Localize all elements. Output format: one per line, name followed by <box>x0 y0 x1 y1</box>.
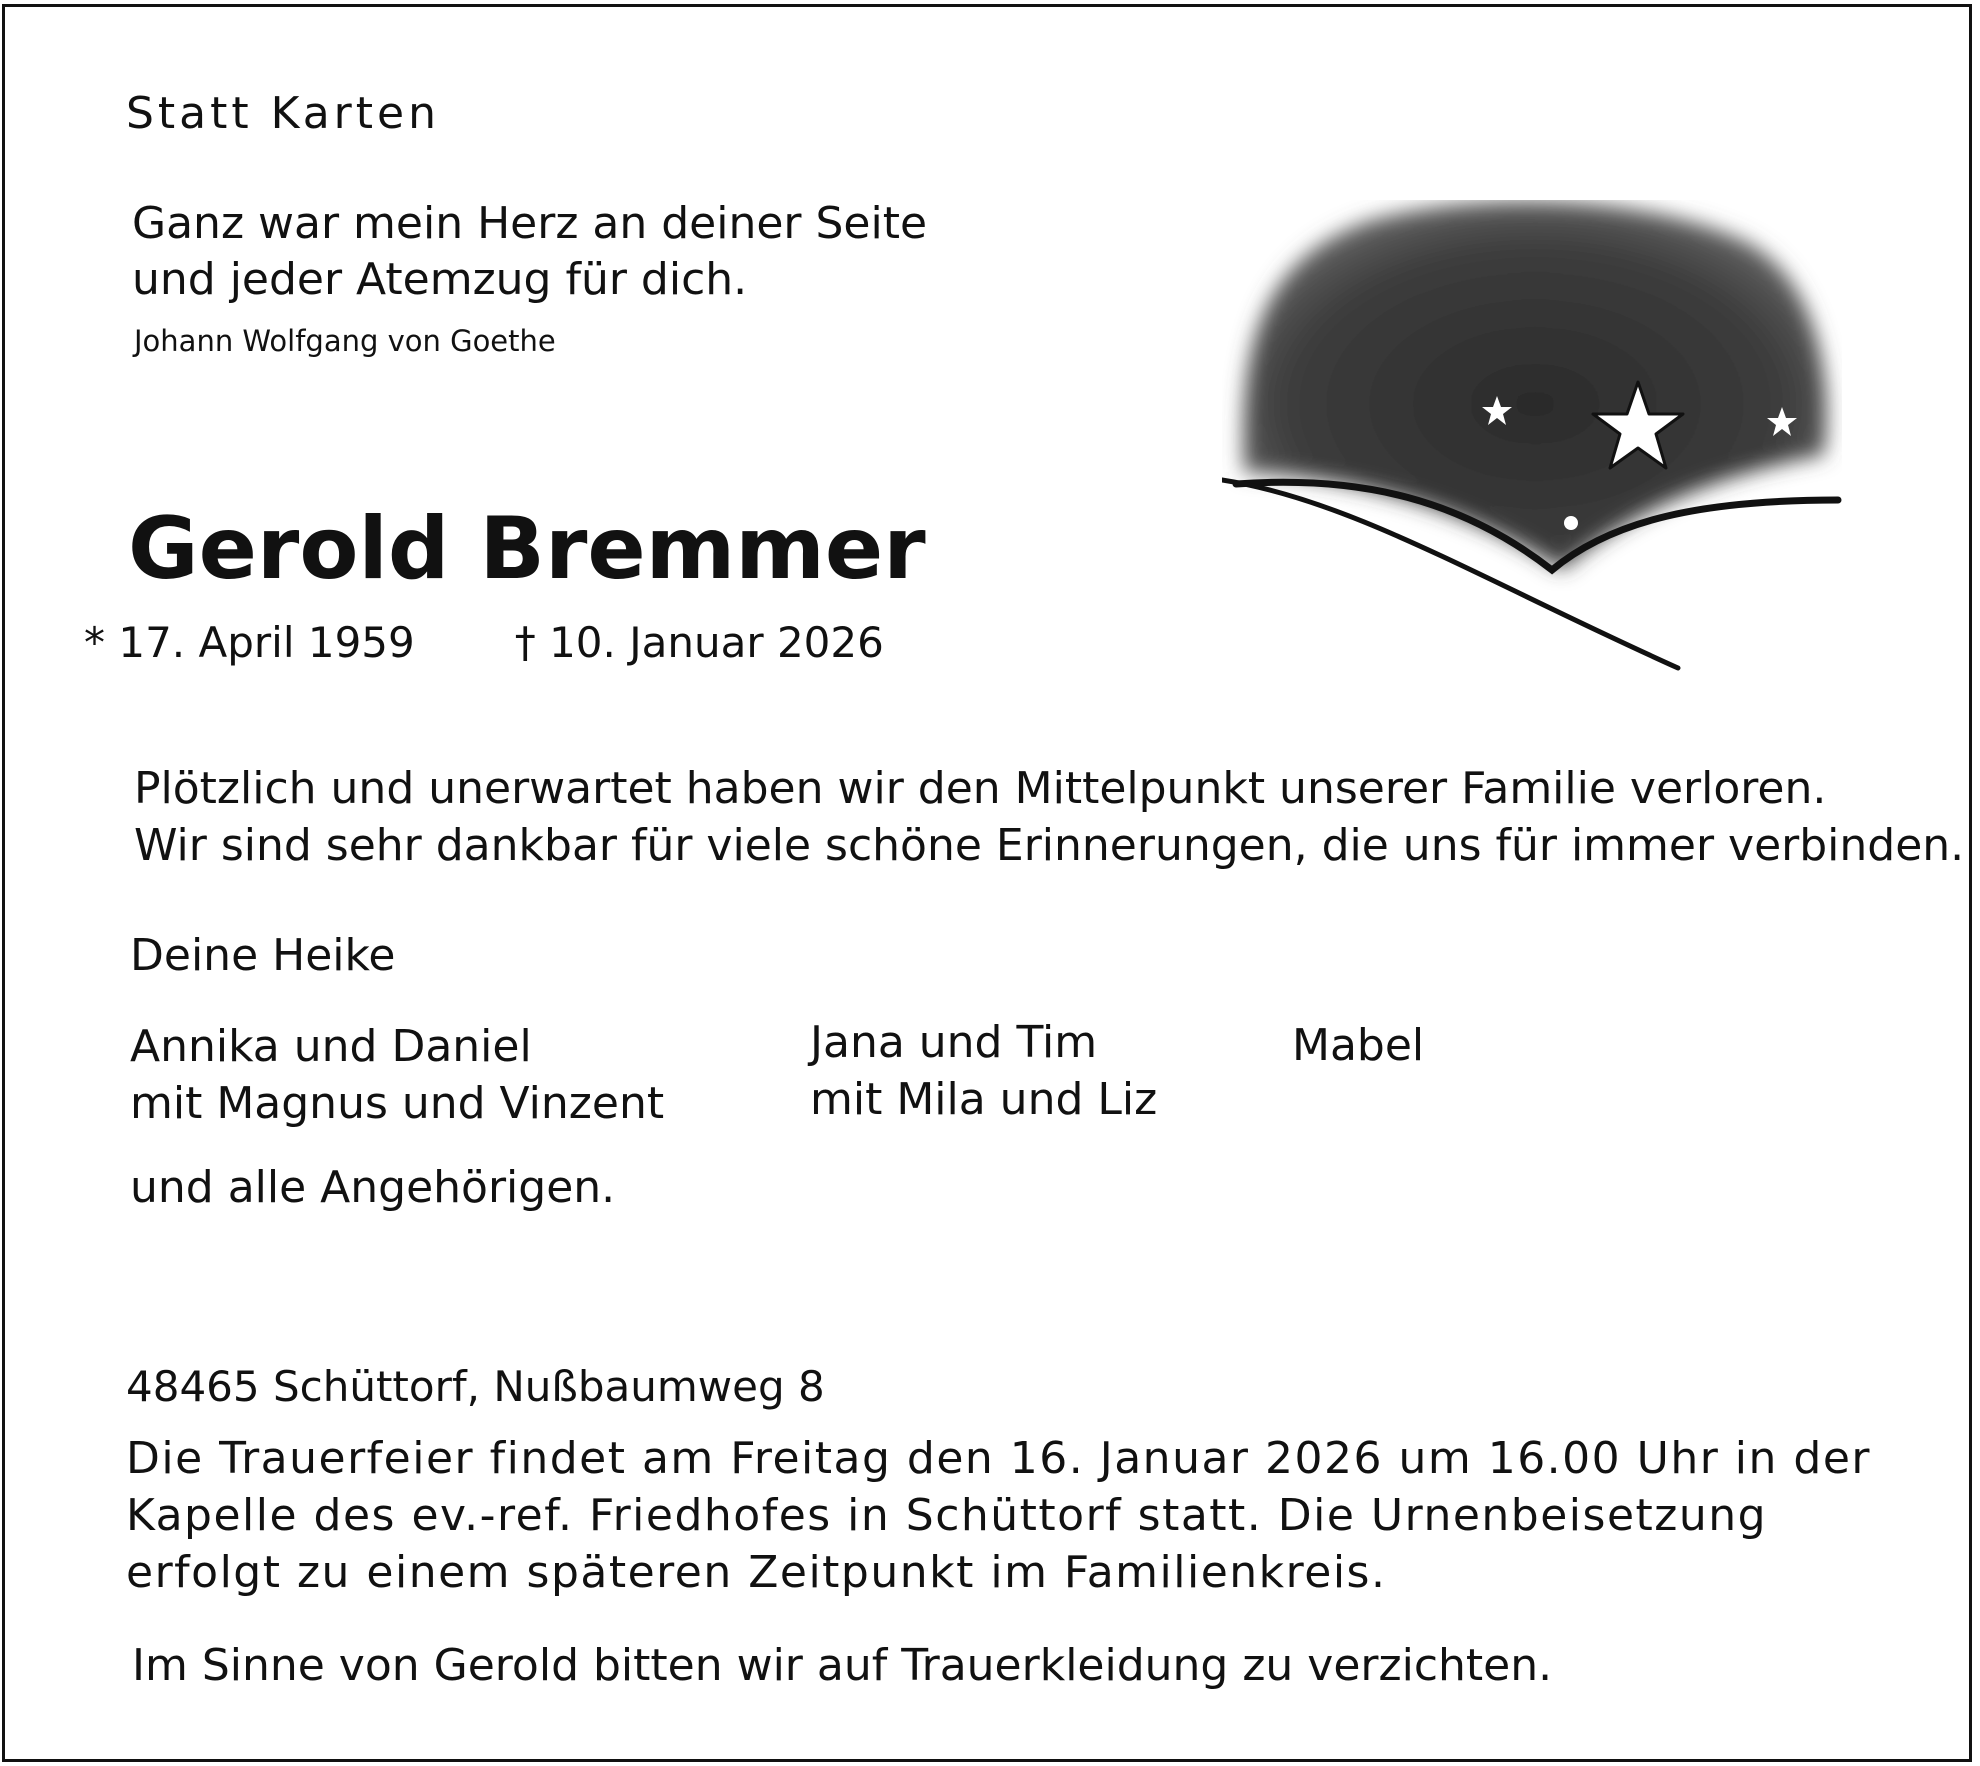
family-group-1 <box>130 1018 664 1132</box>
service-line-2: Kapelle des ev.-ref. Friedhofes in Schüttorf statt. Die Urnenbeisetzung <box>126 1490 1768 1541</box>
service-line-3: erfolgt zu einem späteren Zeitpunkt im Familienkreis. <box>126 1547 1387 1598</box>
relatives-text: und alle Angehörigen. <box>130 1162 616 1213</box>
goethe-quote <box>132 196 927 308</box>
message-line-1: Plötzlich und unerwartet haben wir den Mittelpunkt unserer Familie verloren. <box>134 763 1827 814</box>
service-line-1: Die Trauerfeier findet am Freitag den 16. Januar 2026 um 16.00 Uhr in der <box>126 1433 1871 1484</box>
decedent-name: Gerold Bremmer <box>128 499 926 599</box>
message-line-2: Wir sind sehr dankbar für viele schöne Erinnerungen, die uns für immer verbinden. <box>134 820 1965 871</box>
funeral-service-text <box>126 1430 1871 1601</box>
family-2-line-2: mit Mila und Liz <box>810 1074 1158 1125</box>
address-text: 48465 Schüttorf, Nußbaumweg 8 <box>126 1362 825 1411</box>
tiny-star-icon <box>1564 516 1578 530</box>
quote-line-1: Ganz war mein Herz an deiner Seite <box>132 198 928 249</box>
dress-note: Im Sinne von Gerold bitten wir auf Trauerkleidung zu verzichten. <box>132 1640 1553 1691</box>
quote-author: Johann Wolfgang von Goethe <box>134 324 556 358</box>
family-1-line-1: Annika und Daniel <box>130 1021 532 1072</box>
family-2-line-1: Jana und Tim <box>810 1017 1098 1068</box>
intro-text: Statt Karten <box>126 88 440 139</box>
family-group-2 <box>810 1014 1157 1128</box>
life-dates <box>84 618 884 668</box>
quote-line-2: und jeder Atemzug für dich. <box>132 254 748 305</box>
birth-date: * 17. April 1959 <box>84 618 415 667</box>
spouse-signature: Deine Heike <box>130 930 396 981</box>
death-date: † 10. Januar 2026 <box>514 618 884 667</box>
family-1-line-2: mit Magnus und Vinzent <box>130 1078 665 1129</box>
night-sky-star-icon <box>1222 200 1842 680</box>
family-group-3 <box>1292 1020 1424 1073</box>
family-3-line-1: Mabel <box>1292 1020 1425 1071</box>
night-sky-shape <box>1243 201 1826 570</box>
mourning-message <box>134 760 1964 874</box>
